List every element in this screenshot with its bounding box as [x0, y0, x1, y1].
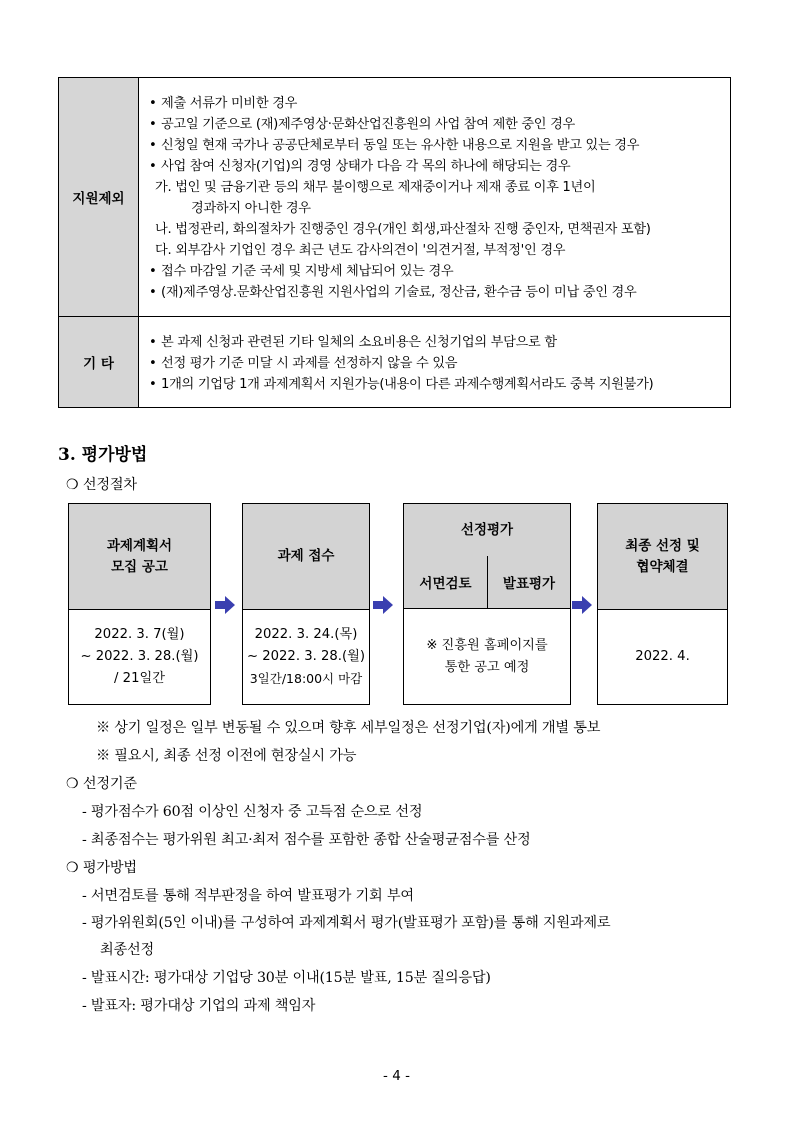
- step-date: ~ 2022. 3. 28.(월): [247, 648, 365, 664]
- step-date: 2022. 3. 7(월): [94, 626, 185, 642]
- conditions-table: [58, 77, 731, 408]
- step-note: ※ 진흥원 홈페이지를: [426, 637, 548, 653]
- step-title: 과제계획서: [106, 537, 173, 554]
- criteria-line: - 평가점수가 60점 이상인 신청자 중 고득점 순으로 선정: [82, 804, 423, 820]
- step-title: 과제 접수: [243, 504, 369, 610]
- section-title: 3. 평가방법: [58, 445, 148, 465]
- exclusion-label: 지원제외: [59, 78, 139, 317]
- others-item: • 선정 평가 기준 미달 시 과제를 선정하지 않을 수 있음: [149, 355, 458, 371]
- exclusion-item: • (재)제주영상.문화산업진흥원 지원사업의 기술료, 정산금, 환수금 등이 미납 중인 경우: [149, 285, 637, 300]
- exclusion-item: • 제출 서류가 미비한 경우: [149, 96, 298, 111]
- exclusion-subitem-b: 나. 법정관리, 화의절차가 진행중인 경우(개인 회생,파산절차 진행 중인자, 면책권자 포함): [155, 222, 651, 237]
- page-number: - 4 -: [383, 1068, 410, 1084]
- step-subtitle-document-review: 서면검토: [404, 556, 488, 609]
- step-duration: 3일간/18:00시 마감: [249, 670, 363, 686]
- method-line: - 서면검토를 통해 적부판정을 하여 발표평가 기회 부여: [82, 888, 414, 904]
- criteria-heading: ❍ 선정기준: [66, 776, 137, 792]
- exclusion-item: • 신청일 현재 국가나 공공단체로부터 동일 또는 유사한 내용으로 지원을 받고 있는 경우: [149, 138, 640, 153]
- method-line: - 평가위원회(5인 이내)를 구성하여 과제계획서 평가(발표평가 포함)를 통해 지원과제로: [82, 915, 611, 931]
- step-date: ~ 2022. 3. 28.(월): [80, 648, 199, 664]
- flow-step-announcement: [68, 503, 211, 705]
- site-visit-note: ※ 필요시, 최종 선정 이전에 현장실시 가능: [96, 748, 357, 764]
- method-line-cont: 최종선정: [100, 942, 155, 958]
- method-line: - 발표자: 평가대상 기업의 과제 책임자: [82, 998, 316, 1014]
- step-title: 최종 선정 및: [625, 537, 700, 554]
- method-heading: ❍ 평가방법: [66, 860, 137, 876]
- step-subtitle-presentation: 발표평가: [488, 556, 570, 609]
- others-item: • 1개의 기업당 1개 과제계획서 지원가능(내용이 다른 과제수행계획서라도 중복 지원불가): [149, 376, 654, 392]
- step-title: 선정평가: [404, 504, 570, 557]
- step-title: 모집 공고: [111, 558, 168, 575]
- exclusion-item: • 공고일 기준으로 (재)제주영상·문화산업진흥원의 사업 참여 제한 중인 경우: [149, 117, 575, 132]
- others-content: [139, 317, 731, 408]
- flow-arrow-icon: [215, 596, 235, 614]
- flow-arrow-icon: [373, 596, 393, 614]
- flow-step-submission: [242, 503, 370, 705]
- step-duration: / 21일간: [114, 670, 165, 686]
- step-date: 2022. 3. 24.(목): [254, 626, 358, 642]
- exclusion-subitem-a: 가. 법인 및 금융기관 등의 채무 불이행으로 제재중이거나 제재 종료 이후 1년이: [155, 180, 596, 195]
- exclusion-subitem-a-cont: 경과하지 아니한 경우: [191, 201, 311, 216]
- others-item: • 본 과제 신청과 관련된 기타 일체의 소요비용은 신청기업의 부담으로 함: [149, 334, 557, 350]
- flow-step-final-selection: [597, 503, 728, 705]
- exclusion-item: • 접수 마감일 기준 국세 및 지방세 체납되어 있는 경우: [149, 264, 454, 279]
- schedule-note: ※ 상기 일정은 일부 변동될 수 있으며 향후 세부일정은 선정기업(자)에게 개별 통보: [96, 720, 601, 736]
- others-label: 기 타: [59, 317, 139, 408]
- exclusion-content: [139, 78, 731, 317]
- step-date: 2022. 4.: [635, 648, 690, 664]
- flow-arrow-icon: [572, 596, 592, 614]
- step-note: 통한 공고 예정: [444, 659, 530, 675]
- method-line: - 발표시간: 평가대상 기업당 30분 이내(15분 발표, 15분 질의응답): [82, 970, 491, 986]
- procedure-heading: ❍ 선정절차: [66, 477, 137, 493]
- step-title: 협약체결: [636, 558, 689, 575]
- flow-step-evaluation: [403, 503, 571, 705]
- exclusion-item: • 사업 참여 신청자(기업)의 경영 상태가 다음 각 목의 하나에 해당되는 경우: [149, 159, 571, 174]
- criteria-line: - 최종점수는 평가위원 최고·최저 점수를 포함한 종합 산술평균점수를 산정: [82, 832, 531, 848]
- exclusion-subitem-c: 다. 외부감사 기업인 경우 최근 년도 감사의견이 '의견거절, 부적정'인 경우: [155, 243, 566, 258]
